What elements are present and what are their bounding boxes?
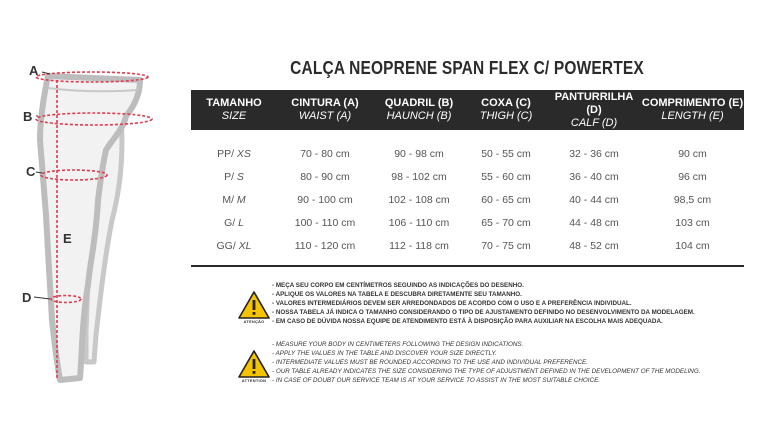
header-haunch: QUADRIL (B) HAUNCH (B) xyxy=(373,90,465,130)
header-thigh: COXA (C) THIGH (C) xyxy=(465,90,547,130)
warning-line: - APLIQUE OS VALORES NA TABELA E DESCUBRA DIRETAMENTE SEU TAMANHO. xyxy=(272,291,522,298)
cell-waist: 110 - 120 cm xyxy=(294,239,356,252)
cell-thigh: 65 - 70 cm xyxy=(481,216,531,229)
warning-line: - MEÇA SEU CORPO EM CENTÍMETROS SEGUINDO AS INDICAÇÕES DO DESENHO. xyxy=(272,282,524,289)
cell-thigh: 70 - 75 cm xyxy=(481,239,531,252)
size-table-header xyxy=(191,90,744,130)
table-row xyxy=(191,234,744,257)
leader-line-d xyxy=(34,297,50,299)
warning-list-en xyxy=(272,340,742,385)
header-size: TAMANHO SIZE xyxy=(191,90,277,130)
cell-size: GG/ XL xyxy=(216,239,252,252)
warning-line: - MEASURE YOUR BODY IN CENTIMETERS FOLLOWING THE DESIGN INDICATIONS. xyxy=(272,341,524,348)
warning-list-pt xyxy=(272,281,742,326)
cell-haunch: 98 - 102 cm xyxy=(391,170,447,183)
cell-length: 104 cm xyxy=(675,239,710,252)
cell-haunch: 112 - 118 cm xyxy=(389,239,449,252)
warning-icon xyxy=(238,291,270,325)
cell-size: G/ L xyxy=(224,216,244,229)
table-row xyxy=(191,165,744,188)
marker-label-a: A xyxy=(29,63,39,78)
cell-waist: 100 - 110 cm xyxy=(294,216,356,229)
table-row xyxy=(191,188,744,211)
header-waist: CINTURA (A) WAIST (A) xyxy=(277,90,373,130)
cell-length: 96 cm xyxy=(678,170,707,183)
marker-label-b: B xyxy=(23,109,33,124)
warning-icon-caption: ATTENTION xyxy=(241,378,267,383)
header-length: COMPRIMENTO (E) LENGTH (E) xyxy=(641,90,744,130)
cell-haunch: 102 - 108 cm xyxy=(388,193,450,206)
marker-label-d: D xyxy=(22,290,32,305)
warning-line: - EM CASO DE DÚVIDA NOSSA EQUIPE DE ATENDIMENTO ESTÁ À DISPOSIÇÃO PARA AUXILIAR NA ESCOLHA MAIS ADEQUADA. xyxy=(272,318,663,325)
table-row xyxy=(191,130,744,165)
page-title: CALÇA NEOPRENE SPAN FLEX C/ POWERTEX xyxy=(290,58,644,78)
cell-calf: 44 - 48 cm xyxy=(569,216,619,229)
cell-length: 90 cm xyxy=(678,147,707,160)
warning-line: - INTERMEDIATE VALUES MUST BE ROUNDED ACCORDING TO THE USE AND INDIVIDUAL PREFERENCE. xyxy=(272,359,588,366)
cell-size: P/ S xyxy=(224,170,244,183)
warning-line: - OUR TABLE ALREADY INDICATES THE SIZE CONSIDERING THE TYPE OF ADJUSTMENT DEFINED IN THE DEVELOPMENT OF THE MODELING. xyxy=(272,368,701,375)
warning-line: - APPLY THE VALUES IN THE TABLE AND DISCOVER YOUR SIZE DIRECTLY. xyxy=(272,350,497,357)
cell-size: PP/ XS xyxy=(217,147,251,160)
warning-icon-caption: ATENÇÃO xyxy=(243,319,265,324)
warning-line: - VALORES INTERMEDIÁRIOS DEVEM SER ARREDONDADOS DE ACORDO COM O USO E A PREFERÊNCIA INDIVIDUAL. xyxy=(272,300,632,307)
leader-line-a xyxy=(42,72,50,74)
cell-calf: 40 - 44 cm xyxy=(569,193,619,206)
pants-measurement-diagram xyxy=(0,0,190,448)
cell-calf: 32 - 36 cm xyxy=(569,147,619,160)
warning-line: - IN CASE OF DOUBT OUR SERVICE TEAM IS AT YOUR SERVICE TO ASSIST IN THE MOST SUITABLE CHOICE. xyxy=(272,377,601,384)
marker-label-e: E xyxy=(63,231,72,246)
warning-line: - NOSSA TABELA JÁ INDICA O TAMANHO CONSIDERANDO O TIPO DE AJUSTAMENTO DEFINIDO NO DESENVOLVIMENTO DA MODELAGEM. xyxy=(272,309,695,316)
table-bottom-rule xyxy=(191,265,744,267)
marker-label-c: C xyxy=(26,164,36,179)
cell-haunch: 106 - 110 cm xyxy=(388,216,450,229)
cell-length: 103 cm xyxy=(675,216,710,229)
cell-haunch: 90 - 98 cm xyxy=(394,147,444,160)
cell-calf: 36 - 40 cm xyxy=(569,170,619,183)
size-table xyxy=(191,90,744,257)
cell-size: M/ M xyxy=(222,193,246,206)
warning-icon xyxy=(238,350,270,384)
cell-length: 98,5 cm xyxy=(673,193,712,206)
cell-thigh: 55 - 60 cm xyxy=(481,170,531,183)
cell-thigh: 50 - 55 cm xyxy=(481,147,531,160)
cell-waist: 80 - 90 cm xyxy=(300,170,350,183)
cell-calf: 48 - 52 cm xyxy=(569,239,619,252)
cell-thigh: 60 - 65 cm xyxy=(481,193,531,206)
cell-waist: 70 - 80 cm xyxy=(300,147,350,160)
cell-waist: 90 - 100 cm xyxy=(297,193,353,206)
header-calf: PANTURRILHA (D) CALF (D) xyxy=(547,90,641,130)
table-row xyxy=(191,211,744,234)
